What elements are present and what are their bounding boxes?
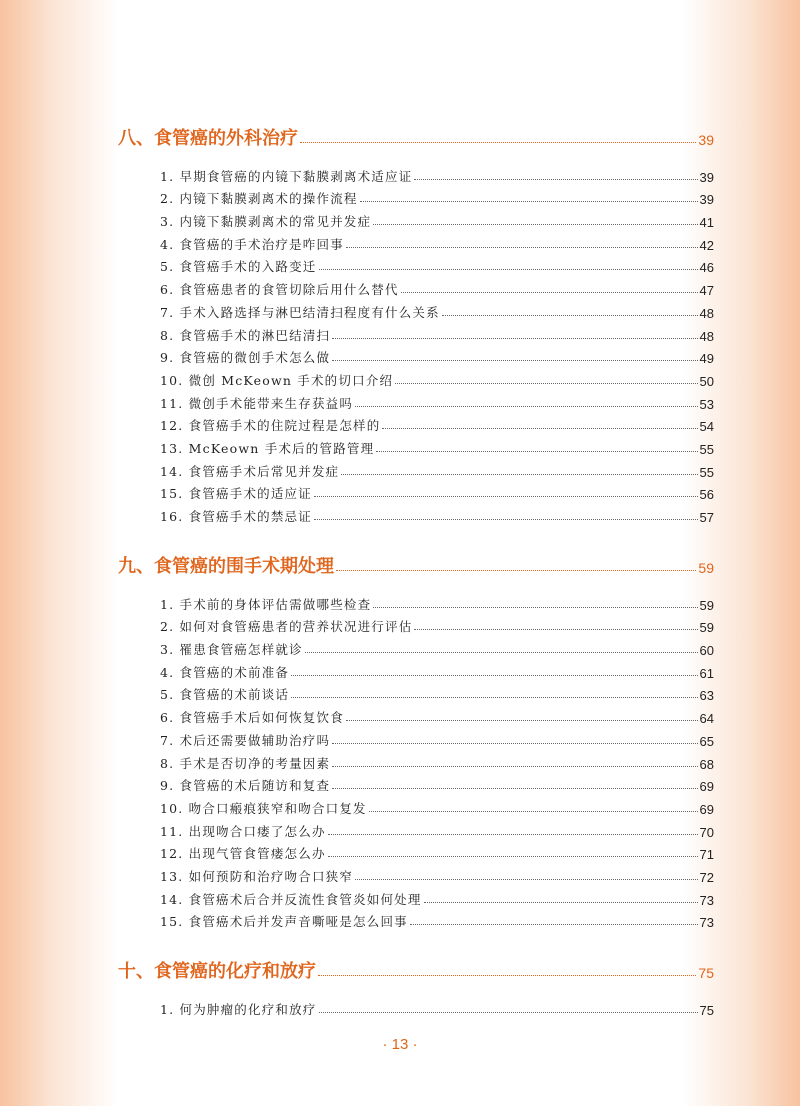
leader-dots [424, 902, 698, 903]
toc-item-list [118, 983, 714, 1018]
entry-title: 10. 微创 McKeown 手术的切口介绍 [160, 372, 394, 388]
leader-dots [341, 474, 697, 475]
entry-page-number: 55 [699, 464, 714, 480]
entry-page-number: 73 [699, 915, 714, 931]
entry-page-number: 65 [699, 733, 714, 749]
toc-entry[interactable] [118, 434, 714, 457]
entry-title: 8. 手术是否切净的考量因素 [160, 755, 331, 771]
entry-title: 2. 内镜下黏膜剥离术的操作流程 [160, 191, 358, 207]
toc-entry[interactable] [118, 726, 714, 749]
entry-title: 13. McKeown 手术后的管路管理 [160, 440, 375, 456]
entry-title: 12. 出现气管食管瘘怎么办 [160, 846, 326, 862]
leader-dots [355, 406, 697, 407]
entry-page-number: 69 [699, 801, 714, 817]
entry-title: 13. 如何预防和治疗吻合口狭窄 [160, 868, 354, 884]
leader-dots [332, 338, 697, 339]
entry-title: 1. 手术前的身体评估需做哪些检查 [160, 596, 372, 612]
toc-entry[interactable] [118, 658, 714, 681]
entry-page-number: 56 [699, 487, 714, 503]
entry-title: 7. 术后还需要做辅助治疗吗 [160, 732, 331, 748]
toc-entry[interactable] [118, 321, 714, 344]
entry-page-number: 48 [699, 328, 714, 344]
entry-page-number: 64 [699, 711, 714, 727]
entry-title: 5. 食管癌手术的入路变迁 [160, 259, 317, 275]
entry-title: 5. 食管癌的术前谈话 [160, 687, 290, 703]
toc-entry[interactable] [118, 480, 714, 503]
toc-entry[interactable] [118, 635, 714, 658]
leader-dots [360, 201, 698, 202]
toc-entry[interactable] [118, 185, 714, 208]
entry-page-number: 69 [699, 779, 714, 795]
leader-dots [369, 811, 698, 812]
section-title: 八、食管癌的外科治疗 [118, 128, 298, 149]
entry-page-number: 39 [699, 169, 714, 185]
entry-page-number: 57 [699, 510, 714, 525]
leader-dots [318, 975, 696, 976]
entry-page-number: 60 [699, 643, 714, 659]
toc-entry[interactable] [118, 457, 714, 480]
entry-page-number: 39 [699, 192, 714, 208]
toc-item-list [118, 578, 714, 930]
entry-page-number: 50 [699, 373, 714, 389]
toc-entry[interactable] [118, 230, 714, 253]
entry-page-number: 54 [699, 419, 714, 435]
leader-dots [332, 788, 697, 789]
toc-entry[interactable] [118, 749, 714, 772]
section-heading[interactable] [118, 118, 714, 150]
leader-dots [328, 856, 698, 857]
leader-dots [373, 224, 697, 225]
section-heading[interactable] [118, 546, 714, 578]
leader-dots [401, 292, 698, 293]
entry-page-number: 72 [699, 869, 714, 885]
toc-entry[interactable] [118, 389, 714, 412]
entry-title: 14. 食管癌手术后常见并发症 [160, 463, 340, 479]
leader-dots [305, 652, 698, 653]
section-title: 九、食管癌的围手术期处理 [118, 556, 334, 577]
leader-dots [332, 360, 697, 361]
leader-dots [355, 879, 697, 880]
toc-entry[interactable] [118, 275, 714, 298]
leader-dots [319, 269, 698, 270]
toc-section [118, 951, 714, 1018]
toc-entry[interactable] [118, 772, 714, 795]
toc-entry[interactable] [118, 412, 714, 435]
toc-entry[interactable] [118, 298, 714, 321]
entry-title: 1. 何为肿瘤的化疗和放疗 [160, 1002, 317, 1017]
toc-entry[interactable] [118, 613, 714, 636]
leader-dots [414, 179, 697, 180]
leader-dots [332, 766, 697, 767]
toc-entry[interactable] [118, 502, 714, 525]
entry-title: 4. 食管癌的手术治疗是咋回事 [160, 236, 344, 252]
leader-dots [328, 834, 698, 835]
entry-page-number: 53 [699, 396, 714, 412]
leader-dots [414, 629, 697, 630]
toc-entry[interactable] [118, 885, 714, 908]
entry-title: 1. 早期食管癌的内镜下黏膜剥离术适应证 [160, 168, 413, 184]
entry-page-number: 42 [699, 237, 714, 253]
entry-title: 9. 食管癌的术后随访和复查 [160, 778, 331, 794]
entry-page-number: 75 [699, 1003, 714, 1018]
entry-title: 4. 食管癌的术前准备 [160, 664, 290, 680]
leader-dots [346, 247, 698, 248]
entry-title: 3. 内镜下黏膜剥离术的常见并发症 [160, 214, 372, 230]
entry-page-number: 47 [699, 283, 714, 299]
entry-title: 11. 微创手术能带来生存获益吗 [160, 395, 354, 411]
entry-page-number: 71 [699, 847, 714, 863]
leader-dots [376, 451, 697, 452]
toc-entry[interactable] [118, 703, 714, 726]
entry-title: 15. 食管癌术后并发声音嘶哑是怎么回事 [160, 914, 408, 930]
section-heading[interactable] [118, 951, 714, 983]
leader-dots [314, 496, 698, 497]
entry-title: 6. 食管癌手术后如何恢复饮食 [160, 710, 344, 726]
leader-dots [319, 1012, 698, 1013]
toc-entry[interactable] [118, 908, 714, 931]
entry-title: 10. 吻合口瘢痕狭窄和吻合口复发 [160, 800, 367, 816]
entry-title: 7. 手术入路选择与淋巴结清扫程度有什么关系 [160, 304, 440, 320]
leader-dots [332, 743, 697, 744]
toc-entry[interactable] [118, 253, 714, 276]
section-page-number: 59 [698, 560, 714, 576]
entry-page-number: 68 [699, 756, 714, 772]
entry-title: 6. 食管癌患者的食管切除后用什么替代 [160, 282, 399, 298]
leader-dots [410, 924, 698, 925]
page-number: · 13 · [382, 1036, 418, 1053]
entry-page-number: 59 [699, 620, 714, 636]
entry-page-number: 48 [699, 305, 714, 321]
toc-entry[interactable] [118, 794, 714, 817]
toc-entry[interactable] [118, 590, 714, 613]
entry-page-number: 41 [699, 215, 714, 231]
entry-page-number: 55 [699, 441, 714, 457]
entry-page-number: 61 [699, 665, 714, 681]
toc-section [118, 118, 714, 525]
entry-title: 15. 食管癌手术的适应证 [160, 486, 312, 502]
entry-title: 8. 食管癌手术的淋巴结清扫 [160, 327, 331, 343]
entry-title: 12. 食管癌手术的住院过程是怎样的 [160, 418, 381, 434]
table-of-contents [118, 118, 714, 1039]
leader-dots [382, 428, 697, 429]
leader-dots [314, 519, 698, 520]
entry-page-number: 70 [699, 824, 714, 840]
toc-entry[interactable] [118, 344, 714, 367]
entry-page-number: 63 [699, 688, 714, 704]
entry-title: 11. 出现吻合口瘘了怎么办 [160, 823, 326, 839]
leader-dots [442, 315, 698, 316]
toc-entry[interactable] [118, 995, 714, 1018]
toc-entry[interactable] [118, 162, 714, 185]
section-page-number: 39 [698, 132, 714, 148]
toc-entry[interactable] [118, 862, 714, 885]
entry-title: 3. 罹患食管癌怎样就诊 [160, 642, 303, 658]
leader-dots [346, 720, 698, 721]
leader-dots [291, 697, 697, 698]
entry-title: 14. 食管癌术后合并反流性食管炎如何处理 [160, 891, 422, 907]
leader-dots [373, 607, 697, 608]
toc-entry[interactable] [118, 366, 714, 389]
section-page-number: 75 [698, 965, 714, 982]
entry-page-number: 46 [699, 260, 714, 276]
leader-dots [336, 570, 696, 571]
toc-entry[interactable] [118, 840, 714, 863]
toc-section [118, 546, 714, 930]
entry-page-number: 59 [699, 597, 714, 613]
entry-title: 16. 食管癌手术的禁忌证 [160, 509, 312, 524]
leader-dots [395, 383, 697, 384]
toc-item-list [118, 150, 714, 525]
toc-entry[interactable] [118, 207, 714, 230]
toc-entry[interactable] [118, 681, 714, 704]
entry-page-number: 49 [699, 351, 714, 367]
section-title: 十、食管癌的化疗和放疗 [118, 961, 316, 983]
leader-dots [291, 675, 697, 676]
entry-title: 2. 如何对食管癌患者的营养状况进行评估 [160, 619, 413, 635]
entry-title: 9. 食管癌的微创手术怎么做 [160, 350, 331, 366]
leader-dots [300, 142, 696, 143]
toc-entry[interactable] [118, 817, 714, 840]
entry-page-number: 73 [699, 892, 714, 908]
